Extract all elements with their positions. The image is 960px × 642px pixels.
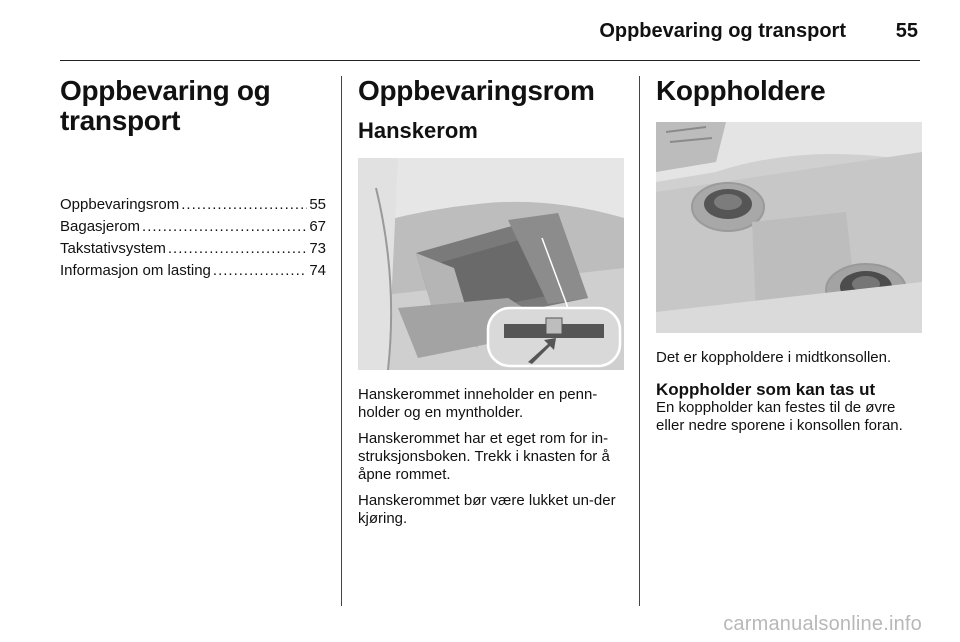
cupholders-title: Koppholdere	[656, 75, 826, 106]
toc-leader	[142, 216, 307, 238]
glovebox-paragraph-2: Hanskerommet har et eget rom for in-struksjonsboken. Trekk i knasten for å åpne rommet.	[358, 430, 610, 483]
running-header	[0, 16, 960, 48]
chapter-title-line1: Oppbevaring og	[60, 75, 271, 106]
glovebox-title: Hanskerom	[358, 118, 478, 143]
toc-label: Informasjon om lasting	[60, 262, 211, 279]
header-title: Oppbevaring og transport	[599, 20, 846, 42]
chapter-column	[60, 76, 326, 282]
column-divider-left	[341, 76, 342, 606]
toc-page: 74	[309, 262, 326, 279]
glovebox-paragraph-1: Hanskerommet inneholder en penn-holder og en myntholder.	[358, 386, 598, 421]
removable-cupholder-title: Koppholder som kan tas ut	[656, 380, 876, 399]
toc-leader	[181, 194, 307, 216]
glovebox-illustration	[358, 158, 624, 370]
header-rule	[60, 60, 920, 61]
toc-entry-storage[interactable]	[60, 194, 326, 216]
toc-entry-roof-rack[interactable]	[60, 238, 326, 260]
table-of-contents	[60, 194, 326, 282]
toc-page: 73	[309, 240, 326, 257]
toc-leader	[168, 238, 307, 260]
chapter-title-line2: transport	[60, 105, 181, 136]
toc-label: Oppbevaringsrom	[60, 196, 180, 213]
toc-leader	[213, 260, 307, 282]
page-number: 55	[895, 20, 918, 42]
chapter-title	[60, 76, 326, 136]
watermark: carmanualsonline.info	[723, 613, 922, 635]
toc-label: Takstativsystem	[60, 240, 166, 257]
storage-column	[358, 76, 624, 528]
toc-label: Bagasjerom	[60, 218, 141, 235]
toc-page: 67	[309, 218, 326, 235]
toc-entry-loading-info[interactable]	[60, 260, 326, 282]
cupholder-illustration	[656, 122, 922, 333]
cupholders-column	[656, 76, 922, 435]
toc-entry-luggage[interactable]	[60, 216, 326, 238]
removable-cupholder-text: En koppholder kan festes til de øvre eller nedre sporene i konsollen foran.	[656, 399, 903, 434]
cupholders-caption: Det er koppholdere i midtkonsollen.	[656, 349, 892, 366]
column-divider-right	[639, 76, 640, 606]
storage-section-title: Oppbevaringsrom	[358, 75, 595, 106]
toc-page: 55	[309, 196, 326, 213]
glovebox-paragraph-3: Hanskerommet bør være lukket un-der kjøring.	[358, 492, 616, 527]
